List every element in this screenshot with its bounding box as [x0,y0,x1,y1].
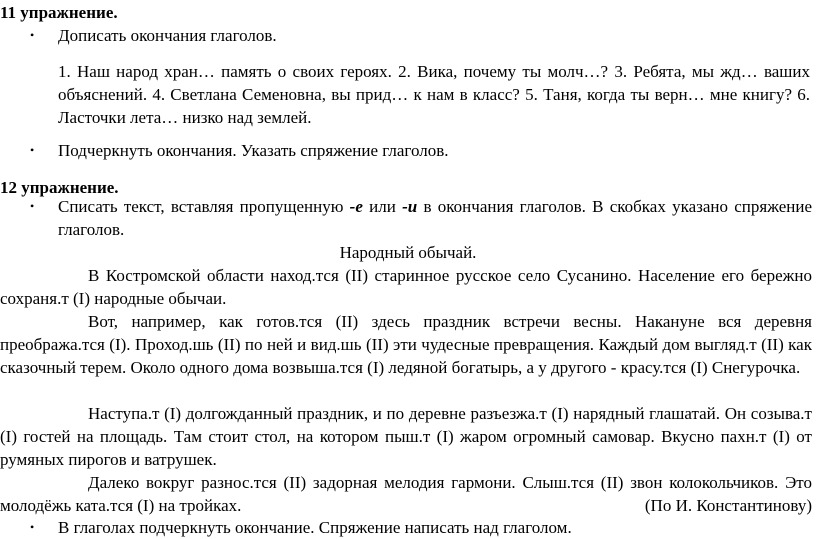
task-text-part-2: в окончания глаголов. В скобках указано спряжение глаголов. [58,197,813,239]
task-text-or: или [369,197,396,216]
letter-i: -и [402,197,418,216]
text-paragraph-3: Наступа.т (I) долгожданный праздник, и по деревне разъезжа.т (I) нарядный глашатай. Он созыва.т (I) гостей на площадь. Там стоит стол, на котором пыш.т (I) жаром огромный самовар. Вкусно пахн.т (I) от румяных пирогов и ватрушек. [0,404,812,469]
text-paragraph-1: В Костромской области наход.тся (II) старинное русское село Сусанино. Население его бережно сохраня.т (I) народные обычаи. [0,266,812,308]
text-paragraph-2: Вот, например, как готов.тся (II) здесь праздник встречи весны. Накануне вся деревня преобража.тся (I). Проход.шь (II) по ней и вид.шь (II) эти чудесные превращения. Каждый дом выгляд.т (II) как сказочный терем. Около одного дома возвыша.тся (I) ледяной богатырь, а у другого - красу.тся (I) Снегурочка. [0,312,812,377]
exercise-11-task-1 [0,24,816,47]
exercise-11-heading: 11 упражнение. [0,3,118,22]
attribution: (По И. Константинову) [644,496,812,515]
task-2-text: Подчеркнуть окончания. Указать спряжение глаголов. [58,141,449,160]
exercise-12-task [0,195,816,241]
exercise-12-task-text [58,195,812,241]
bullet-dot-icon: • [30,28,35,42]
task-1-text: Дописать окончания глаголов. [58,26,277,45]
exercise-12-final-task [0,516,816,539]
exercise-12-heading: 12 упражнение. [0,178,119,197]
letter-e: -е [349,197,363,216]
text-title: Народный обычай. [339,243,477,262]
exercise-11-task-2 [0,139,816,162]
text-paragraph-4: Далеко вокруг разнос.тся (II) задорная мелодия гармони. Слыш.тся (II) звон колокольчиков. Это молодёжь ката.тся (I) на тройках. [0,473,812,515]
exercise-11-sentences: 1. Наш народ хран… память о своих героях. 2. Вика, почему ты молч…? 3. Ребята, мы жд… ваших объяснений. 4. Светлана Семеновна, вы прид… к нам в класс? 5. Таня, когда ты верн… мне книгу? 6. Ласточки лета… низко над землей. [58,62,810,127]
bullet-dot-icon: • [30,520,35,534]
bullet-dot-icon: • [30,199,35,213]
final-task-text: В глаголах подчеркнуть окончание. Спряжение написать над глаголом. [58,518,572,537]
bullet-dot-icon: • [30,143,35,157]
task-text-part-1: Списать текст, вставляя пропущенную [58,197,344,216]
